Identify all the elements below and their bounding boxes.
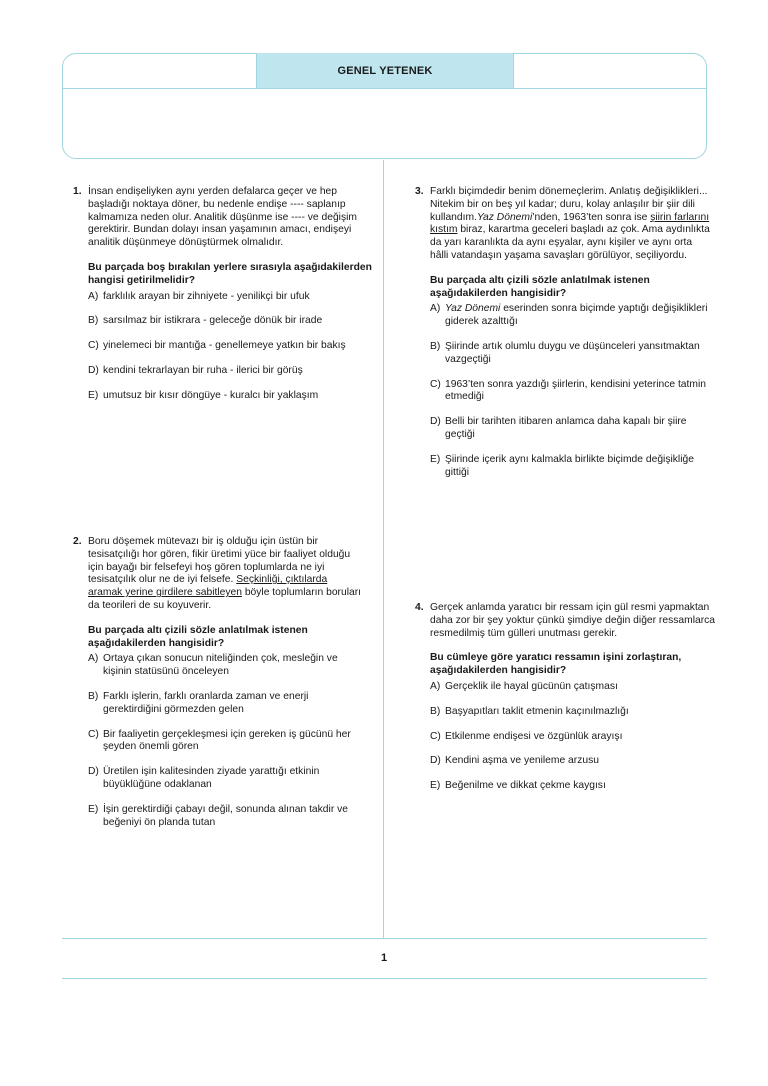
option-d[interactable]: D) Kendini aşma ve yenileme arzusu bbox=[430, 755, 599, 767]
footer-divider-bottom bbox=[62, 978, 707, 979]
option-list bbox=[430, 303, 712, 479]
option-c[interactable]: C) 1963’ten sonra yazdığı şiirlerin, kendisini yeterince tatmin etmediği bbox=[430, 378, 706, 403]
footer-divider-top bbox=[62, 938, 707, 939]
question-text: Farklı biçimdedir benim dönemeçlerim. Anlatış değişiklikleri... Nitekim bir on beş yıl kadar; duru, kolay anlaşılır bir şiir dili kullandım.Yaz Dönemi’nden, 1963’ten sonra ise şiirin farlarını kıstım biraz, karartma geceleri başladı az çok. Ama aydınlıkta da yarı karanlıkta da aynı eşyalar, aynı kişiler ve aynı orta hâlli vatandaşın yaşama savaşları görülüyor, seçiliyordu. bbox=[430, 186, 710, 261]
option-e[interactable]: E) Beğenilme ve dikkat çekme kaygısı bbox=[430, 780, 606, 792]
question-2 bbox=[73, 536, 363, 841]
question-text: Boru döşemek mütevazı bir iş olduğu için üstün bir tesisatçılığı hor gören, fikir üretimi yüce bir faaliyet olduğu için bayağı bir felsefeyi hoş gören toplumlarda ne iyi tesisatçılık olur ne de iyi felsefe. Seçkinliği, çıktılarda aramak yerine girdilere sabitleyen böyle toplumların boruları da teorileri de su koyuverir. bbox=[88, 536, 362, 611]
option-b[interactable]: B) Şiirinde artık olumlu duygu ve düşünceleri yansıtmaktan vazgeçtiği bbox=[430, 340, 700, 365]
option-d[interactable]: D) Üretilen işin kalitesinden ziyade yarattığı etkinin büyüklüğüne odaklanan bbox=[88, 766, 320, 790]
question-prompt: Bu parçada altı çizili sözle anlatılmak istenen aşağıdakilerden hangisidir? bbox=[88, 624, 308, 649]
question-number: 3. bbox=[415, 186, 424, 197]
underlined-phrase: şiirin farlarını kıstım bbox=[430, 211, 710, 236]
question-prompt: Bu parçada boş bırakılan yerlere sırasıyla aşağıdakilerden hangisi getirilmelidir? bbox=[88, 261, 372, 286]
question-text: İnsan endişeliyken aynı yerden defalarca geçer ve hep başladığı noktaya döner, bu nedenle endişe ---- saplanıp kalmamıza neden olur. Analitik düşünme ise ---- ve değişim gerektirir. Bundan dolayı insan yaşamının amacı, endişeyi analitik düşünmeye dönüştürmek olmalıdır. bbox=[88, 186, 357, 249]
page-number: 1 bbox=[380, 952, 388, 964]
question-prompt: Bu parçada altı çizili sözle anlatılmak istenen aşağıdakilerden hangisidir? bbox=[430, 274, 650, 299]
header-divider bbox=[62, 88, 707, 89]
header-tab bbox=[256, 53, 514, 88]
option-a[interactable]: A) farklılık arayan bir zihniyete - yenilikçi bir ufuk bbox=[88, 290, 310, 302]
option-a[interactable]: A) Ortaya çıkan sonucun niteliğinden çok, mesleğin ve kişinin statüsünü önceleyen bbox=[88, 653, 338, 678]
question-3 bbox=[415, 186, 712, 491]
column-divider bbox=[383, 160, 384, 938]
option-b[interactable]: B) Farklı işlerin, farklı oranlarda zaman ve enerji gerektirdiğini görmezden gelen bbox=[88, 690, 309, 715]
option-d[interactable]: D) kendini tekrarlayan bir ruha - ilerici bir görüş bbox=[88, 364, 303, 376]
question-prompt: Bu cümleye göre yaratıcı ressamın işini zorlaştıran, aşağıdakilerden hangisidir? bbox=[430, 652, 682, 677]
question-number: 2. bbox=[73, 536, 82, 547]
option-e[interactable]: E) İşin gerektirdiği çabayı değil, sonunda alınan takdir ve beğeniyi ön planda tutan bbox=[88, 803, 348, 828]
option-a[interactable]: A) Gerçeklik ile hayal gücünün çatışması bbox=[430, 680, 618, 692]
question-number: 1. bbox=[73, 186, 82, 197]
question-1 bbox=[73, 186, 378, 415]
option-e[interactable]: E) Şiirinde içerik aynı kalmakla birlikte biçimde değişikliğe gittiği bbox=[430, 453, 694, 478]
option-e[interactable]: E) umutsuz bir kısır döngüye - kuralcı bir yaklaşım bbox=[88, 389, 319, 401]
question-text: Gerçek anlamda yaratıcı bir ressam için gül resmi yapmaktan daha zor bir şey yoktur çünkü şimdiye değin diğer ressamlarca resmedilmiş tüm gülleri unutması gerekir. bbox=[430, 602, 716, 639]
question-number: 4. bbox=[415, 602, 424, 613]
option-d[interactable]: D) Belli bir tarihten itibaren anlamca daha kapalı bir şiire geçtiği bbox=[430, 416, 687, 440]
underlined-phrase: Seçkinliği, çıktılarda aramak yerine girdilere sabitleyen bbox=[88, 574, 328, 599]
option-b[interactable]: B) sarsılmaz bir istikrara - geleceğe dönük bir irade bbox=[88, 315, 323, 327]
option-c[interactable]: C) Etkilenme endişesi ve özgünlük arayışı bbox=[430, 730, 623, 742]
question-4 bbox=[415, 602, 716, 805]
option-list bbox=[88, 291, 378, 403]
option-list bbox=[430, 681, 715, 793]
option-c[interactable]: C) Bir faaliyetin gerçekleşmesi için gereken iş gücünü her şeyden önemli gören bbox=[88, 728, 351, 753]
option-a[interactable]: A) Yaz Dönemi eserinden sonra biçimde yaptığı değişiklikleri giderek azalttığı bbox=[430, 303, 708, 328]
option-list bbox=[88, 653, 363, 829]
page-title: GENEL YETENEK bbox=[337, 64, 433, 77]
option-c[interactable]: C) yinelemeci bir mantığa - genellemeye yatkın bir bakış bbox=[88, 340, 346, 352]
option-b[interactable]: B) Başyapıtları taklit etmenin kaçınılmazlığı bbox=[430, 705, 629, 717]
